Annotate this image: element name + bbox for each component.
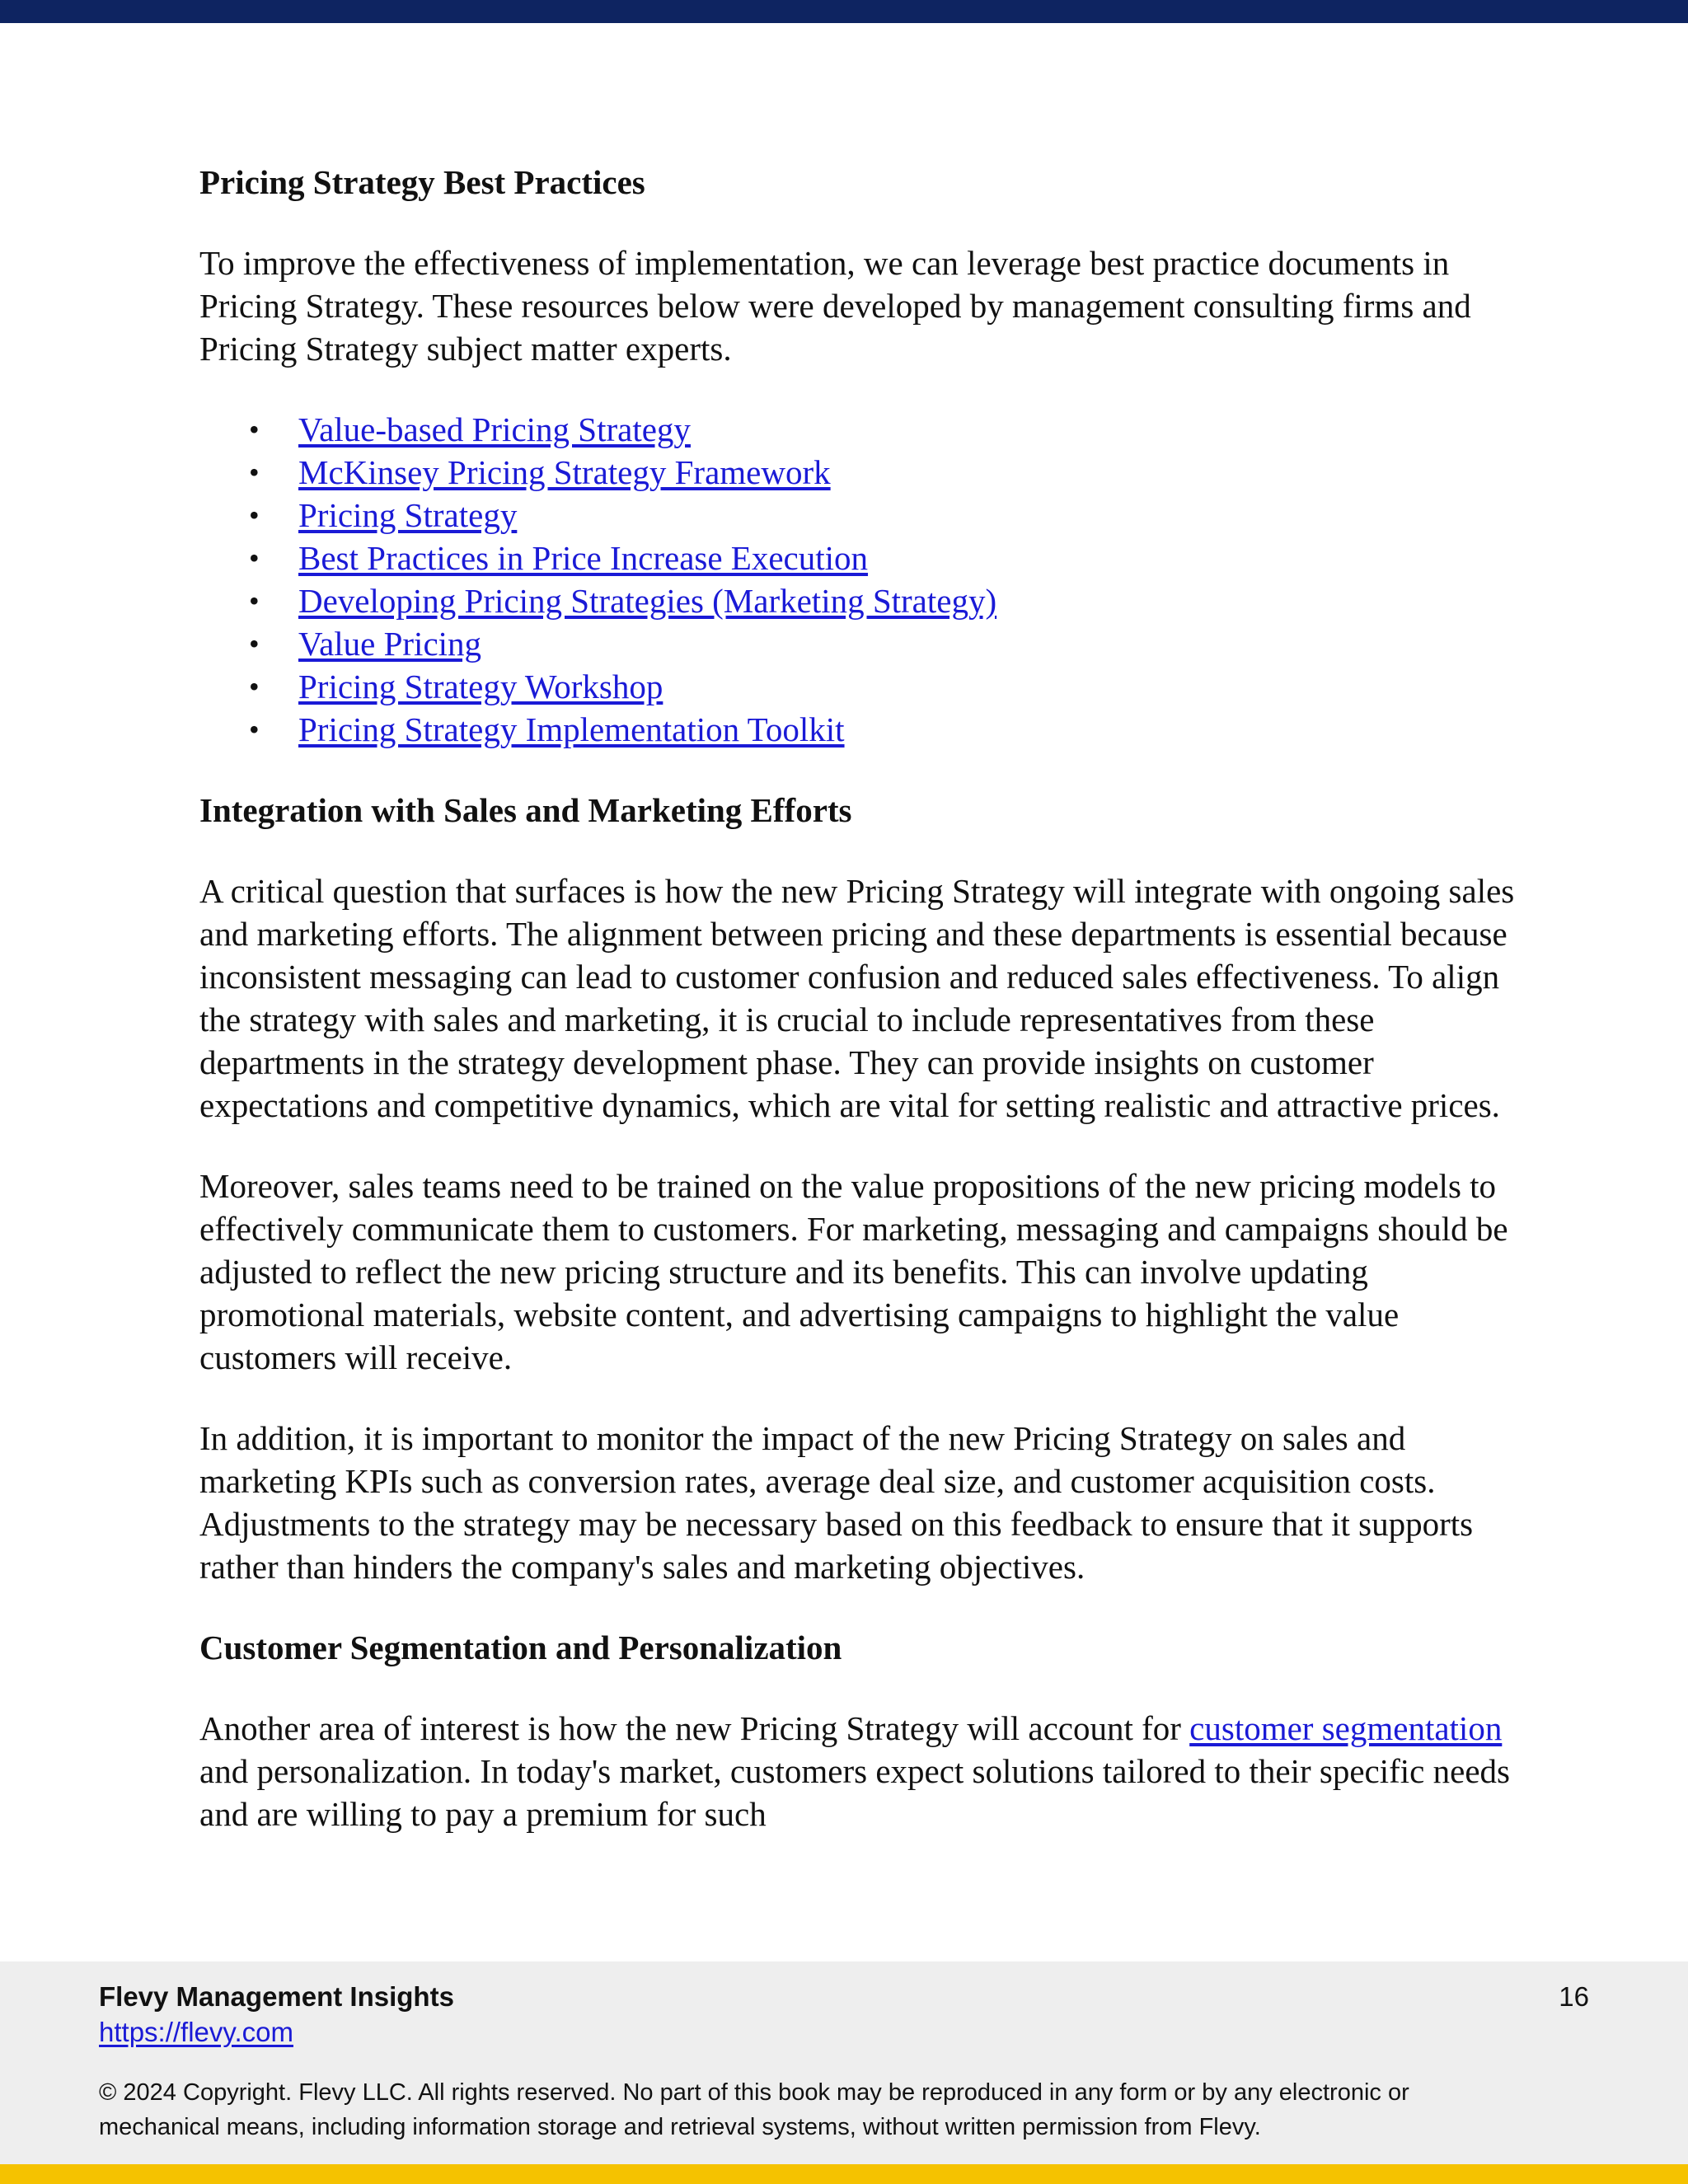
segmentation-paragraph	[199, 1707, 1535, 1835]
bullet-icon: •	[249, 713, 260, 746]
footer-title: Flevy Management Insights	[99, 1981, 454, 2012]
integration-paragraph-2: Moreover, sales teams need to be trained on the value propositions of the new pricing models to effectively communicate them to customers. For marketing, messaging and campaigns should be adjusted to reflect the new pricing structure and its benefits. This can involve updating promotional materials, website content, and advertising campaigns to highlight the value customers will receive.	[199, 1167, 1508, 1376]
link-developing-pricing-strategies[interactable]: Developing Pricing Strategies (Marketing Strategy)	[298, 582, 997, 620]
list-item	[199, 408, 1535, 451]
bullet-icon: •	[249, 456, 260, 489]
copyright-notice: © 2024 Copyright. Flevy LLC. All rights reserved. No part of this book may be reproduced in any form or by any electronic or mechanical means, including information storage and retrieval systems, without written permission from Flevy.	[99, 2079, 1409, 2140]
page-content	[199, 161, 1535, 1873]
integration-paragraph-3: In addition, it is important to monitor the impact of the new Pricing Strategy on sales and marketing KPIs such as conversion rates, average deal size, and customer acquisition costs. Adjustments to the strategy may be necessary based on this feedback to ensure that it supports rather than hinders the company's sales and marketing objectives.	[199, 1419, 1474, 1586]
best-practices-intro: To improve the effectiveness of implementation, we can leverage best practice documents in Pricing Strategy. These resources below were developed by management consulting firms and Pricing Strategy subject matter experts.	[199, 244, 1471, 368]
integration-paragraph-1: A critical question that surfaces is how the new Pricing Strategy will integrate with ongoing sales and marketing efforts. The alignment between pricing and these departments is essential because inconsistent messaging can lead to customer confusion and reduced sales effectiveness. To align the strategy with sales and marketing, it is crucial to include representatives from these departments in the strategy development phase. They can provide insights on customer expectations and competitive dynamics, which are vital for setting realistic and attractive prices.	[199, 872, 1515, 1124]
bullet-icon: •	[249, 413, 260, 446]
link-value-based-pricing-strategy[interactable]: Value-based Pricing Strategy	[298, 410, 691, 448]
list-item	[199, 537, 1535, 579]
bottom-color-bar	[0, 2164, 1688, 2184]
bullet-icon: •	[249, 499, 260, 532]
footer-url-link[interactable]: https://flevy.com	[99, 2017, 293, 2047]
link-value-pricing[interactable]: Value Pricing	[298, 625, 482, 663]
link-pricing-strategy[interactable]: Pricing Strategy	[298, 496, 518, 534]
link-pricing-strategy-workshop[interactable]: Pricing Strategy Workshop	[298, 668, 663, 705]
segmentation-text-after-link: and personalization. In today's market, customers expect solutions tailored to their specific needs and are willing to pay a premium for such	[199, 1752, 1510, 1833]
list-item	[199, 665, 1535, 708]
bullet-icon: •	[249, 541, 260, 574]
list-item	[199, 708, 1535, 751]
link-mckinsey-pricing-strategy-framework[interactable]: McKinsey Pricing Strategy Framework	[298, 453, 831, 491]
link-customer-segmentation[interactable]: customer segmentation	[1189, 1709, 1503, 1747]
section-heading-segmentation: Customer Segmentation and Personalization	[199, 1629, 842, 1666]
page-footer	[0, 1961, 1688, 2164]
list-item	[199, 451, 1535, 494]
best-practices-link-list	[199, 408, 1535, 751]
list-item	[199, 494, 1535, 537]
section-heading-best-practices: Pricing Strategy Best Practices	[199, 163, 645, 201]
bullet-icon: •	[249, 584, 260, 617]
link-pricing-strategy-implementation-toolkit[interactable]: Pricing Strategy Implementation Toolkit	[298, 710, 845, 748]
section-heading-integration: Integration with Sales and Marketing Efforts	[199, 791, 852, 829]
segmentation-text-before-link: Another area of interest is how the new Pricing Strategy will account for	[199, 1709, 1190, 1747]
list-item	[199, 622, 1535, 665]
list-item	[199, 579, 1535, 622]
page-number: 16	[1559, 1981, 1589, 2012]
bullet-icon: •	[249, 670, 260, 703]
top-color-bar	[0, 0, 1688, 23]
bullet-icon: •	[249, 627, 260, 660]
link-best-practices-price-increase[interactable]: Best Practices in Price Increase Execution	[298, 539, 869, 577]
